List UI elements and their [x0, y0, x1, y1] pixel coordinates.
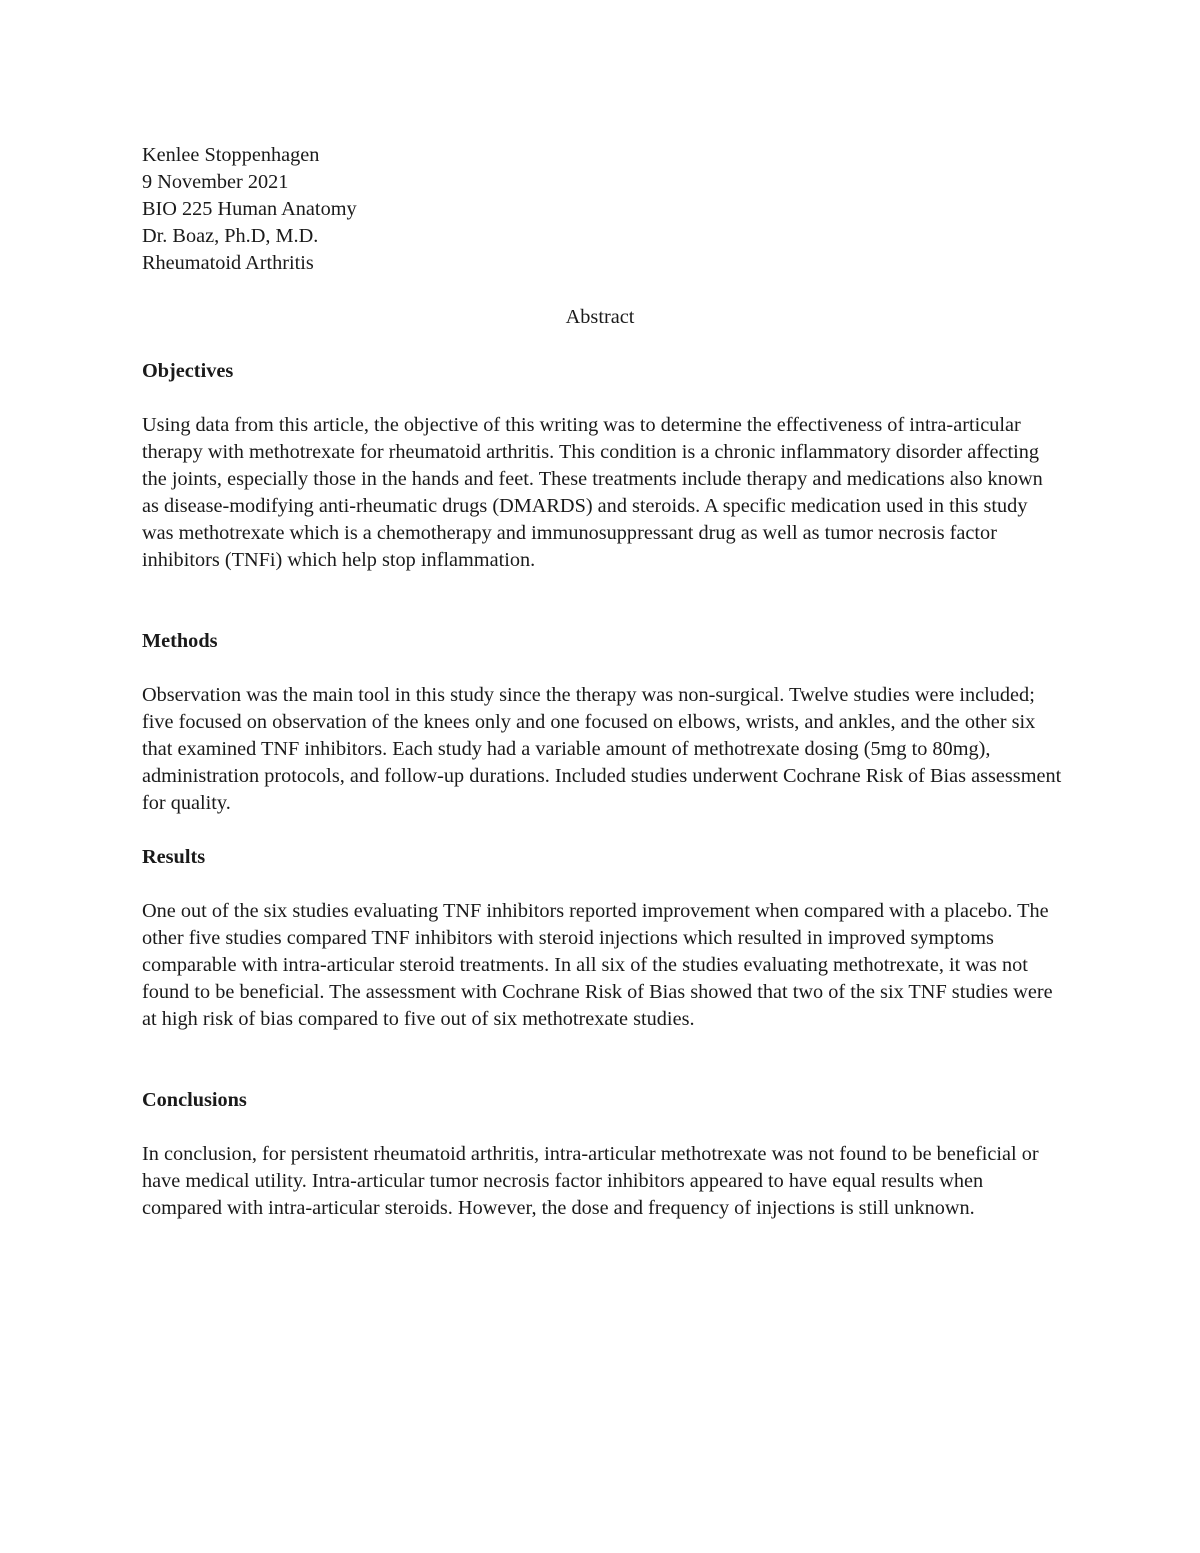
section-body-conclusions: In conclusion, for persistent rheumatoid arthritis, intra-articular methotrexate was not found to be beneficial or have medical utility. Intra-articular tumor necrosis factor inhibitors appeared to have equal results when compared with intra-articular steroids. However, the dose and frequency of injections is still unknown.: [142, 1143, 1039, 1219]
instructor-name: Dr. Boaz, Ph.D, M.D.: [142, 225, 319, 247]
section-results: [142, 844, 1062, 1033]
section-heading-methods: Methods: [142, 630, 218, 652]
document-header: [142, 142, 1062, 277]
document-page: [142, 142, 1062, 1222]
paper-topic: Rheumatoid Arthritis: [142, 252, 314, 274]
section-body-objectives: Using data from this article, the objective of this writing was to determine the effectiveness of intra-articular therapy with methotrexate for rheumatoid arthritis. This condition is a chronic inflammatory disorder affecting the joints, especially those in the hands and feet. These treatments include therapy and medications also known as disease-modifying anti-rheumatic drugs (DMARDS) and steroids. A specific medication used in this study was methotrexate which is a chemotherapy and immunosuppressant drug as well as tumor necrosis factor inhibitors (TNFi) which help stop inflammation.: [142, 414, 1043, 571]
section-conclusions: [142, 1087, 1062, 1222]
section-body-results: One out of the six studies evaluating TNF inhibitors reported improvement when compared with a placebo. The other five studies compared TNF inhibitors with steroid injections which resulted in improved symptoms comparable with intra-articular steroid treatments. In all six of the studies evaluating methotrexate, it was not found to be beneficial. The assessment with Cochrane Risk of Bias showed that two of the six TNF studies were at high risk of bias compared to five out of six methotrexate studies.: [142, 900, 1053, 1030]
course-name: BIO 225 Human Anatomy: [142, 198, 357, 220]
section-objectives: [142, 358, 1062, 574]
section-body-methods: Observation was the main tool in this study since the therapy was non-surgical. Twelve studies were included; five focused on observation of the knees only and one focused on elbows, wrists, and ankles, and the other six that examined TNF inhibitors. Each study had a variable amount of methotrexate dosing (5mg to 80mg), administration protocols, and follow-up durations. Included studies underwent Cochrane Risk of Bias assessment for quality.: [142, 684, 1062, 814]
section-heading-results: Results: [142, 846, 206, 868]
section-heading-objectives: Objectives: [142, 360, 234, 382]
document-date: 9 November 2021: [142, 171, 289, 193]
abstract-title: Abstract: [565, 306, 635, 328]
author-name: Kenlee Stoppenhagen: [142, 144, 320, 166]
section-methods: [142, 628, 1062, 817]
section-heading-conclusions: Conclusions: [142, 1089, 247, 1111]
